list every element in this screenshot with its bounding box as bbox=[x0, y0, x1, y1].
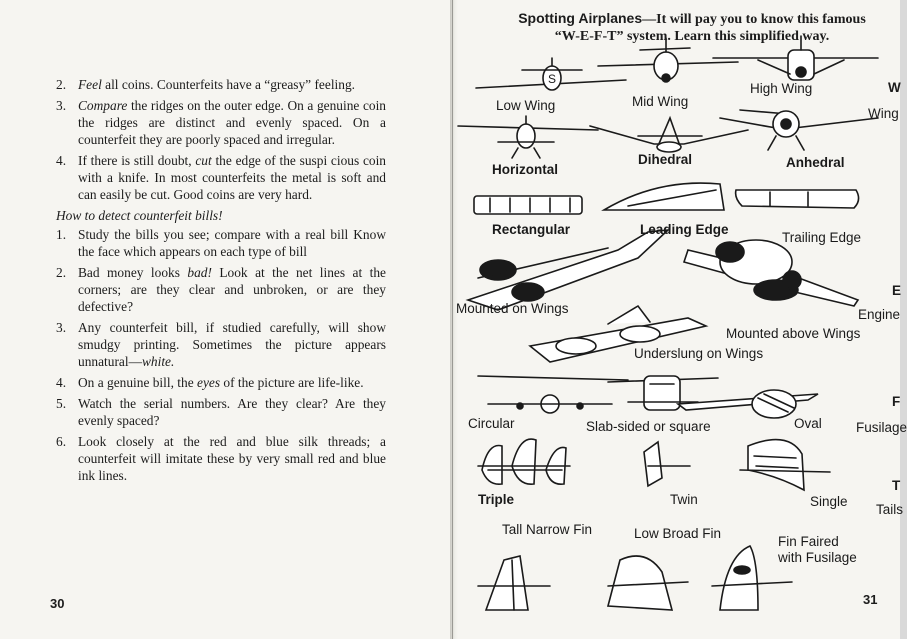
circular-fuselage-illustration bbox=[478, 376, 628, 413]
horizontal-wing-plane-illustration bbox=[458, 116, 598, 158]
bill-item-5 bbox=[56, 395, 386, 429]
item-text-post: of the picture are life-like. bbox=[220, 375, 364, 390]
low-broad-fin-illustration bbox=[608, 556, 688, 610]
leading-edge-wing-illustration bbox=[604, 183, 724, 210]
item-text-pre: If there is still doubt, bbox=[78, 153, 196, 168]
cutoff-tails: Tails bbox=[876, 502, 904, 517]
label-anhedral: Anhedral bbox=[786, 155, 845, 170]
twin-tail-illustration bbox=[644, 442, 690, 486]
item-text-pre: Study the bills you see; compare with a real bill Know the face which appears on each type of bill bbox=[78, 227, 386, 259]
oval-fuselage-illustration bbox=[678, 390, 818, 418]
label-low-wing: Low Wing bbox=[496, 98, 556, 113]
label-rectangular: Rectangular bbox=[492, 222, 571, 237]
coin-item-2 bbox=[56, 97, 386, 148]
label-horizontal: Horizontal bbox=[492, 162, 558, 177]
item-text-post: Look at the net lines at the corners; are they clear and unbroken, or are they defective? bbox=[78, 265, 386, 314]
item-text-em: white. bbox=[141, 354, 175, 369]
rectangular-wing-illustration bbox=[474, 196, 582, 214]
label-low-broad-fin: Low Broad Fin bbox=[634, 526, 722, 541]
engines-mounted-on-wings-illustration bbox=[468, 230, 668, 310]
label-leading-edge: Leading Edge bbox=[640, 222, 729, 237]
label-dihedral: Dihedral bbox=[638, 152, 693, 167]
item-number: 2. bbox=[56, 265, 67, 280]
cutoff-wings: Wing bbox=[868, 106, 899, 121]
dihedral-wing-plane-illustration bbox=[590, 118, 748, 152]
label-trailing-edge: Trailing Edge bbox=[782, 230, 862, 245]
engines-mounted-above-wings-illustration bbox=[684, 240, 858, 306]
item-text bbox=[78, 97, 386, 148]
label-with-fusilage: with Fusilage bbox=[778, 550, 857, 565]
item-text-em: bad! bbox=[187, 265, 212, 280]
cutoff-w: W bbox=[888, 80, 901, 95]
item-text-pre: Look closely at the red and blue silk threads; a counterfeit will imitate these by very small red and blue ink lines. bbox=[78, 434, 386, 483]
coin-item-3 bbox=[56, 152, 386, 203]
cutoff-fusilage: Fusilage bbox=[856, 420, 907, 435]
bill-item-3 bbox=[56, 319, 386, 370]
trailing-edge-wing-illustration bbox=[736, 190, 859, 208]
item-text bbox=[78, 395, 386, 429]
item-text-post: the edge of the suspi cious coin with a knife. In most counterfeits the metal is soft and can easily be cut. Good coins are very hard. bbox=[78, 153, 387, 202]
item-text-em: eyes bbox=[197, 375, 221, 390]
item-text bbox=[78, 226, 386, 260]
item-number: 3. bbox=[56, 320, 67, 335]
label-mid-wing: Mid Wing bbox=[632, 94, 689, 109]
label-mounted-on-wings: Mounted on Wings bbox=[456, 301, 569, 316]
right-page bbox=[456, 0, 907, 639]
low-wing-plane-illustration bbox=[476, 58, 626, 90]
item-text-em: Feel bbox=[78, 77, 102, 92]
coin-items bbox=[56, 76, 386, 203]
spotting-airplanes-header bbox=[512, 10, 872, 45]
svg-text:S: S bbox=[548, 72, 557, 86]
item-text bbox=[78, 374, 386, 391]
label-oval: Oval bbox=[794, 416, 822, 431]
item-number: 5. bbox=[56, 396, 67, 411]
bill-item-1 bbox=[56, 226, 386, 260]
single-tail-illustration bbox=[740, 440, 830, 490]
item-text bbox=[78, 76, 386, 93]
label-slab-sided: Slab-sided or square bbox=[586, 419, 711, 434]
bill-item-4 bbox=[56, 374, 386, 391]
counterfeit-list bbox=[56, 76, 386, 488]
cutoff-t: T bbox=[892, 478, 901, 493]
item-number: 6. bbox=[56, 434, 67, 449]
gutter-line bbox=[452, 0, 453, 639]
header-rest: —It will pay you to know this famous “W-E-F-T” system. Learn this simplified way. bbox=[554, 12, 866, 44]
label-underslung-on-wings: Underslung on Wings bbox=[634, 346, 764, 361]
page-number-right: 31 bbox=[863, 592, 878, 607]
item-text-em: Compare bbox=[78, 98, 128, 113]
page-number-left: 30 bbox=[50, 596, 65, 611]
item-number: 2. bbox=[56, 77, 67, 92]
item-text-pre: Any counterfeit bill, if studied carefully, will show smudgy printing. Sometimes the picture appears unnatural— bbox=[78, 320, 386, 369]
bills-subheading: How to detect counterfeit bills! bbox=[56, 208, 223, 223]
item-text-post: the ridges on the outer edge. On a genuine coin the ridges are distinct and evenly spaced. On a counterfeit they are poorly spaced and irregular. bbox=[78, 98, 386, 147]
item-text-pre: Bad money looks bbox=[78, 265, 188, 280]
label-mounted-above-wings: Mounted above Wings bbox=[726, 326, 861, 341]
item-number: 4. bbox=[56, 153, 67, 168]
coin-item-1 bbox=[56, 76, 386, 93]
cutoff-engines: Engine bbox=[858, 307, 901, 322]
item-text bbox=[78, 264, 386, 315]
item-text-post: all coins. Counterfeits have a “greasy” feeling. bbox=[101, 77, 356, 92]
left-page bbox=[0, 0, 450, 639]
tall-narrow-fin-illustration bbox=[478, 556, 550, 610]
label-tall-narrow-fin: Tall Narrow Fin bbox=[502, 522, 593, 537]
label-fin-faired: Fin Faired bbox=[778, 534, 839, 549]
label-twin: Twin bbox=[670, 492, 698, 507]
label-circular: Circular bbox=[468, 416, 515, 431]
item-text-em: cut bbox=[195, 153, 212, 168]
triple-tail-illustration bbox=[478, 439, 570, 484]
item-text bbox=[78, 433, 386, 484]
item-text bbox=[78, 319, 386, 370]
anhedral-wing-plane-illustration bbox=[720, 110, 878, 150]
bill-items bbox=[56, 226, 386, 484]
item-text-pre: Watch the serial numbers. Are they clear? Are they evenly spaced? bbox=[78, 396, 386, 428]
label-high-wing: High Wing bbox=[750, 81, 813, 96]
item-number: 3. bbox=[56, 98, 67, 113]
bill-item-6 bbox=[56, 433, 386, 484]
item-text bbox=[78, 152, 386, 203]
cutoff-e: E bbox=[892, 283, 902, 298]
label-single: Single bbox=[810, 494, 848, 509]
label-triple: Triple bbox=[478, 492, 515, 507]
cutoff-f: F bbox=[892, 394, 901, 409]
item-number: 1. bbox=[56, 227, 67, 242]
item-text-pre: On a genuine bill, the bbox=[78, 375, 197, 390]
bill-item-2 bbox=[56, 264, 386, 315]
header-lead: Spotting Airplanes bbox=[518, 10, 643, 26]
item-number: 4. bbox=[56, 375, 67, 390]
